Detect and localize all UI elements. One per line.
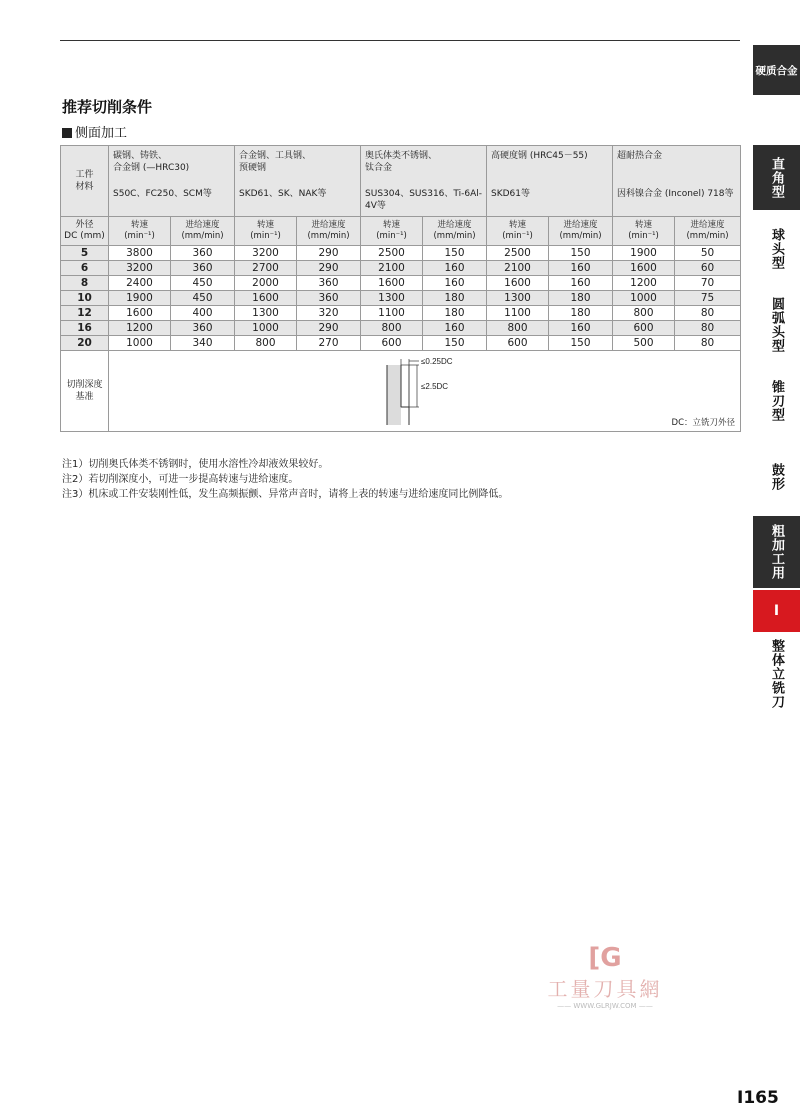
axial-depth-label: ≤2.5DC xyxy=(421,382,449,391)
watermark-logo: [G xyxy=(588,943,622,973)
speed-value: 2500 xyxy=(361,246,423,261)
speed-value: 3800 xyxy=(109,246,171,261)
speed-header: 转速 (min⁻¹) xyxy=(613,217,675,246)
feed-value: 340 xyxy=(171,336,235,351)
feed-value: 320 xyxy=(297,306,361,321)
feed-value: 450 xyxy=(171,291,235,306)
speed-value: 1100 xyxy=(361,306,423,321)
table-row xyxy=(61,306,741,321)
cutting-depth-label: 切削深度 基准 xyxy=(61,351,109,432)
watermark-url: —— WWW.GLRJW.COM —— xyxy=(557,1002,653,1010)
speed-value: 1900 xyxy=(109,291,171,306)
speed-value: 500 xyxy=(613,336,675,351)
cutting-depth-diagram xyxy=(381,355,491,427)
side-tab-section-letter[interactable]: I xyxy=(753,590,800,632)
speed-value: 2100 xyxy=(361,261,423,276)
feed-value: 160 xyxy=(423,321,487,336)
feed-value: 160 xyxy=(549,261,613,276)
speed-value: 1200 xyxy=(613,276,675,291)
feed-value: 290 xyxy=(297,261,361,276)
table-row xyxy=(61,321,741,336)
feed-value: 180 xyxy=(549,306,613,321)
feed-value: 450 xyxy=(171,276,235,291)
cutting-conditions-table xyxy=(60,145,741,432)
note-item: 注2）若切削深度小，可进一步提高转速与进给速度。 xyxy=(62,474,299,485)
feed-value: 80 xyxy=(675,321,741,336)
note-item: 注1）切削奥氏体类不锈钢时，使用水溶性冷却液效果较好。 xyxy=(62,459,329,470)
page-number: I165 xyxy=(737,1088,779,1108)
feed-value: 290 xyxy=(297,246,361,261)
speed-value: 800 xyxy=(235,336,297,351)
speed-header: 转速 (min⁻¹) xyxy=(361,217,423,246)
speed-value: 1100 xyxy=(487,306,549,321)
side-tab-square[interactable]: 直角型 xyxy=(753,145,800,210)
dc-value: 12 xyxy=(61,306,109,321)
section-subtitle: 侧面加工 xyxy=(62,122,127,141)
material-header: 高硬度钢 (HRC45－55) SKD61等 xyxy=(487,146,613,217)
speed-value: 600 xyxy=(613,321,675,336)
dc-header: 外径 DC (mm) xyxy=(61,217,109,246)
speed-value: 2000 xyxy=(235,276,297,291)
square-bullet-icon xyxy=(62,128,72,138)
speed-value: 2700 xyxy=(235,261,297,276)
feed-value: 360 xyxy=(171,261,235,276)
table-row xyxy=(61,336,741,351)
feed-value: 270 xyxy=(297,336,361,351)
tool-shape xyxy=(401,365,409,407)
page-title: 推荐切削条件 xyxy=(62,98,153,116)
workpiece-shape xyxy=(387,365,401,425)
speed-value: 2400 xyxy=(109,276,171,291)
speed-value: 800 xyxy=(613,306,675,321)
speed-value: 800 xyxy=(487,321,549,336)
feed-header: 进给速度 (mm/min) xyxy=(423,217,487,246)
dc-note: DC：立铣刀外径 xyxy=(671,418,736,428)
table-row xyxy=(61,246,741,261)
feed-value: 160 xyxy=(423,261,487,276)
speed-header: 转速 (min⁻¹) xyxy=(487,217,549,246)
feed-value: 160 xyxy=(549,321,613,336)
feed-value: 160 xyxy=(549,276,613,291)
feed-value: 150 xyxy=(423,336,487,351)
material-header: 奥氏体类不锈钢、 钛合金 SUS304、SUS316、Ti-6Al-4V等 xyxy=(361,146,487,217)
speed-value: 1000 xyxy=(613,291,675,306)
note-item: 注3）机床或工件安装刚性低，发生高频振颤、异常声音时，请将上表的转速与进给速度同比例降低。 xyxy=(62,489,509,500)
speed-value: 800 xyxy=(361,321,423,336)
feed-value: 360 xyxy=(171,246,235,261)
dc-value: 16 xyxy=(61,321,109,336)
speed-value: 1000 xyxy=(109,336,171,351)
side-tab-corner-radius[interactable]: 圆弧头型 xyxy=(753,288,800,362)
speed-value: 1600 xyxy=(487,276,549,291)
side-tab-carbide[interactable]: 硬质合金 xyxy=(753,45,800,95)
feed-value: 150 xyxy=(549,336,613,351)
feed-value: 360 xyxy=(297,276,361,291)
feed-value: 180 xyxy=(423,291,487,306)
dc-value: 20 xyxy=(61,336,109,351)
feed-header: 进给速度 (mm/min) xyxy=(297,217,361,246)
feed-value: 360 xyxy=(171,321,235,336)
notes xyxy=(62,457,508,502)
table-row xyxy=(61,276,741,291)
radial-depth-label: ≤0.25DC xyxy=(421,357,453,366)
dc-value: 10 xyxy=(61,291,109,306)
speed-value: 1900 xyxy=(613,246,675,261)
feed-value: 50 xyxy=(675,246,741,261)
feed-value: 290 xyxy=(297,321,361,336)
speed-value: 600 xyxy=(487,336,549,351)
speed-value: 3200 xyxy=(109,261,171,276)
speed-header: 转速 (min⁻¹) xyxy=(109,217,171,246)
speed-header: 转速 (min⁻¹) xyxy=(235,217,297,246)
dc-value: 8 xyxy=(61,276,109,291)
top-rule xyxy=(60,40,740,41)
feed-value: 70 xyxy=(675,276,741,291)
feed-value: 150 xyxy=(423,246,487,261)
speed-value: 3200 xyxy=(235,246,297,261)
workpiece-label: 工件 材料 xyxy=(61,146,109,217)
feed-value: 160 xyxy=(423,276,487,291)
speed-value: 1600 xyxy=(109,306,171,321)
feed-value: 75 xyxy=(675,291,741,306)
speed-value: 1300 xyxy=(487,291,549,306)
speed-value: 2100 xyxy=(487,261,549,276)
speed-value: 1300 xyxy=(361,291,423,306)
feed-value: 80 xyxy=(675,306,741,321)
speed-value: 1300 xyxy=(235,306,297,321)
speed-value: 1000 xyxy=(235,321,297,336)
feed-value: 80 xyxy=(675,336,741,351)
feed-header: 进给速度 (mm/min) xyxy=(549,217,613,246)
side-tab-roughing[interactable]: 粗加工用 xyxy=(753,516,800,588)
dc-value: 6 xyxy=(61,261,109,276)
feed-header: 进给速度 (mm/min) xyxy=(675,217,741,246)
speed-value: 600 xyxy=(361,336,423,351)
speed-value: 2500 xyxy=(487,246,549,261)
feed-value: 150 xyxy=(549,246,613,261)
side-tab-taper[interactable]: 锥刃型 xyxy=(753,364,800,438)
feed-value: 400 xyxy=(171,306,235,321)
feed-value: 360 xyxy=(297,291,361,306)
material-header: 碳钢、铸铁、 合金钢 (—HRC30) S50C、FC250、SCM等 xyxy=(109,146,235,217)
side-section-name: 整体立铣刀 xyxy=(753,634,800,714)
watermark-name: 工量刀具網 xyxy=(547,977,663,1001)
feed-value: 180 xyxy=(423,306,487,321)
table-row xyxy=(61,261,741,276)
dc-value: 5 xyxy=(61,246,109,261)
feed-header: 进给速度 (mm/min) xyxy=(171,217,235,246)
speed-value: 1600 xyxy=(613,261,675,276)
side-tab-ball[interactable]: 球头型 xyxy=(753,212,800,286)
speed-value: 1200 xyxy=(109,321,171,336)
material-header: 超耐热合金 因科镍合金 (Inconel) 718等 xyxy=(613,146,741,217)
feed-value: 60 xyxy=(675,261,741,276)
speed-value: 1600 xyxy=(235,291,297,306)
watermark xyxy=(535,943,675,1010)
speed-value: 1600 xyxy=(361,276,423,291)
material-header: 合金钢、工具钢、 预硬钢 SKD61、SK、NAK等 xyxy=(235,146,361,217)
side-tab-barrel[interactable]: 鼓形 xyxy=(753,440,800,514)
feed-value: 180 xyxy=(549,291,613,306)
cutting-depth-diagram-cell xyxy=(109,351,741,432)
table-row xyxy=(61,291,741,306)
